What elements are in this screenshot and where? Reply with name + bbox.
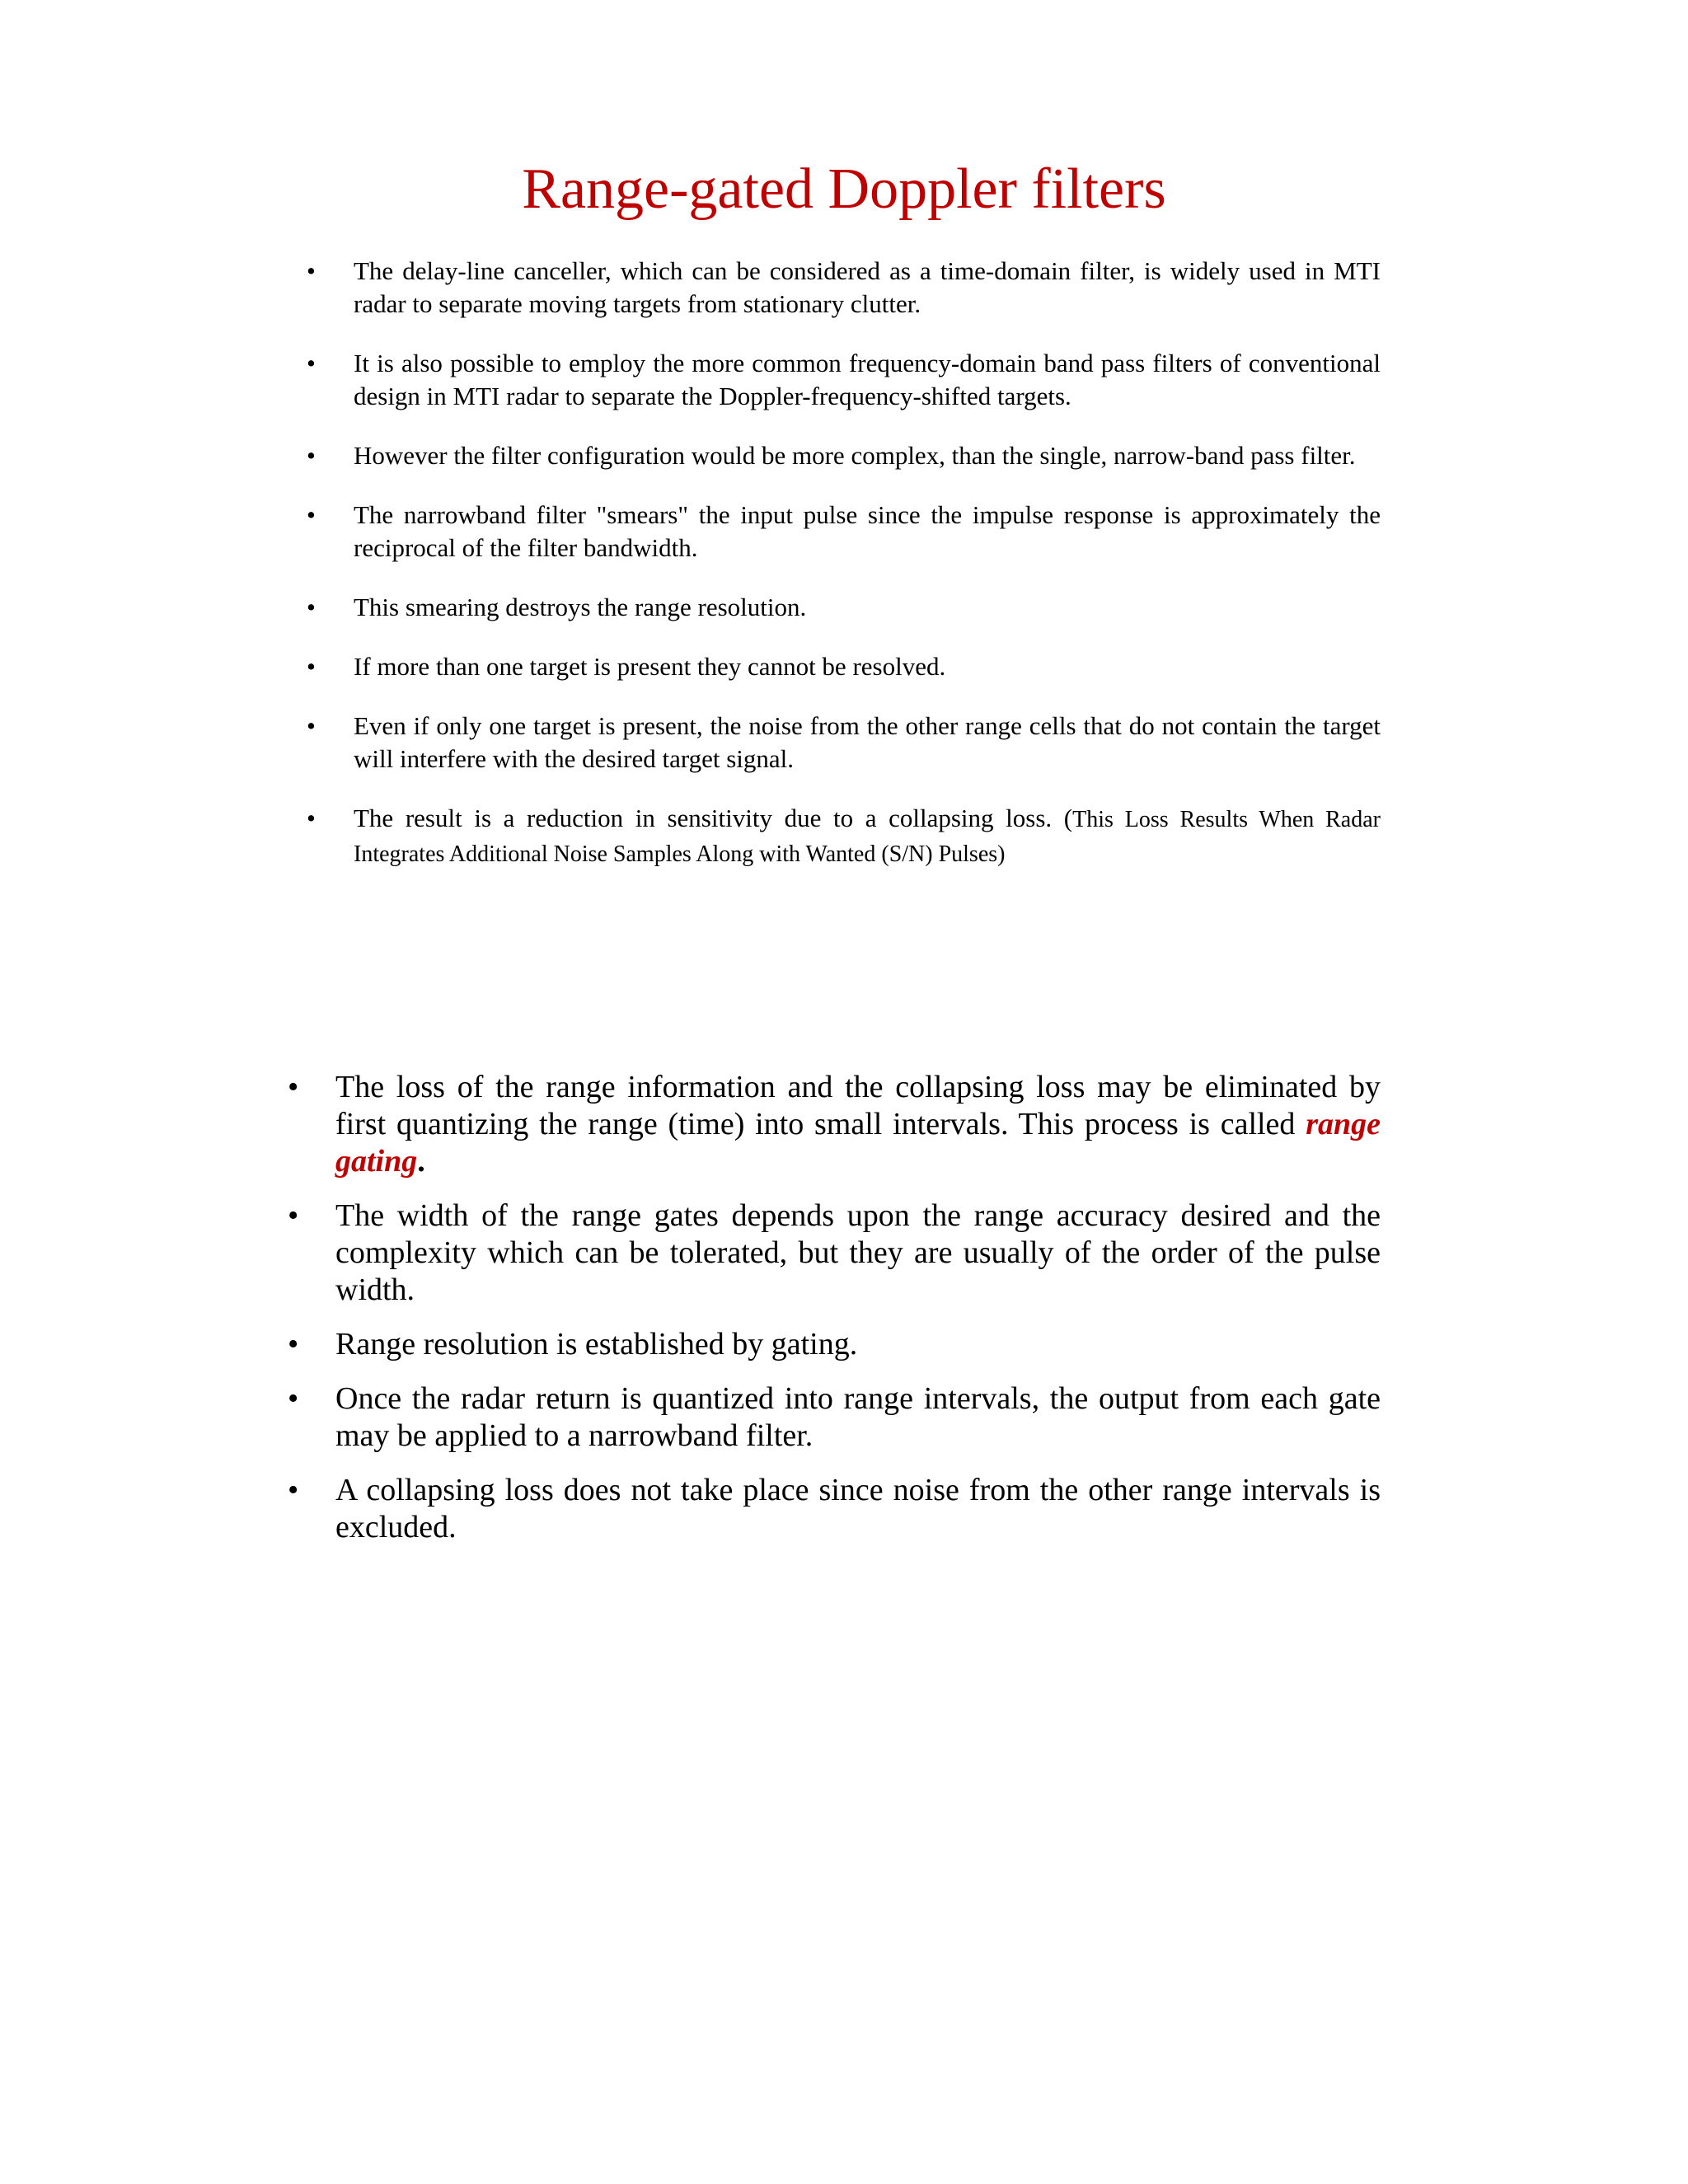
bullet-icon: • xyxy=(307,711,316,740)
bullet-list-bottom xyxy=(288,1069,1381,1563)
list-item xyxy=(288,1197,1381,1309)
list-item-text: The narrowband filter "smears" the input pulse since the impulse response is approximately the reciprocal of the filter bandwidth. xyxy=(354,500,1381,562)
list-item xyxy=(307,347,1381,413)
list-item xyxy=(307,710,1381,776)
bullet-icon: • xyxy=(307,441,316,470)
bullet-list-top xyxy=(307,255,1381,898)
bullet-icon: • xyxy=(307,804,316,832)
list-item xyxy=(288,1326,1381,1363)
list-item-note: This Loss Results When Radar Integrates Additional Noise Samples Along with Wanted (S/N) Pulses) xyxy=(354,807,1381,867)
bullet-icon: • xyxy=(288,1381,299,1416)
list-item-text: This smearing destroys the range resolution. xyxy=(354,593,807,621)
list-item-text: It is also possible to employ the more common frequency-domain band pass filters of conventional design in MTI radar to separate the Doppler-frequency-shifted targets. xyxy=(354,349,1381,410)
page-title: Range-gated Doppler filters xyxy=(522,157,1166,221)
bullet-icon: • xyxy=(307,349,316,377)
list-item-text: The delay-line canceller, which can be considered as a time-domain filter, is widely used in MTI radar to separate moving targets from stationary clutter. xyxy=(354,256,1381,318)
bullet-icon: • xyxy=(288,1198,299,1233)
list-item xyxy=(307,591,1381,624)
list-item-text: The result is a reduction in sensitivity due to a collapsing loss. ( xyxy=(354,804,1073,832)
emphasis-period: . xyxy=(417,1144,425,1179)
list-item xyxy=(307,499,1381,565)
list-item-text: Even if only one target is present, the noise from the other range cells that do not contain the target will interfere with the desired target signal. xyxy=(354,711,1381,773)
list-item-text: If more than one target is present they cannot be resolved. xyxy=(354,652,946,681)
list-item xyxy=(288,1069,1381,1180)
emphasis-text: range gating xyxy=(335,1107,1381,1179)
bullet-icon: • xyxy=(307,256,316,285)
list-item xyxy=(307,439,1381,472)
list-item xyxy=(307,255,1381,321)
bullet-icon: • xyxy=(307,500,316,529)
list-item-text: The loss of the range information and the collapsing loss may be eliminated by first quantizing the range (time) into small intervals. This process is called xyxy=(335,1070,1381,1141)
list-item-text: A collapsing loss does not take place since noise from the other range intervals is excluded. xyxy=(335,1473,1381,1544)
list-item-text: However the filter configuration would be more complex, than the single, narrow-band pass filter. xyxy=(354,441,1356,470)
list-item xyxy=(288,1380,1381,1455)
list-item-text: Once the radar return is quantized into range intervals, the output from each gate may be applied to a narrowband filter. xyxy=(335,1381,1381,1453)
bullet-icon: • xyxy=(307,593,316,621)
bullet-icon: • xyxy=(288,1327,299,1361)
bullet-icon: • xyxy=(288,1070,299,1104)
bullet-icon: • xyxy=(307,652,316,681)
list-item xyxy=(307,802,1381,871)
list-item-text: Range resolution is established by gating. xyxy=(335,1327,858,1361)
list-item-text: The width of the range gates depends upon the range accuracy desired and the complexity which can be tolerated, but they are usually of the order of the pulse width. xyxy=(335,1198,1381,1307)
list-item xyxy=(288,1472,1381,1546)
bullet-icon: • xyxy=(288,1473,299,1507)
list-item xyxy=(307,650,1381,683)
